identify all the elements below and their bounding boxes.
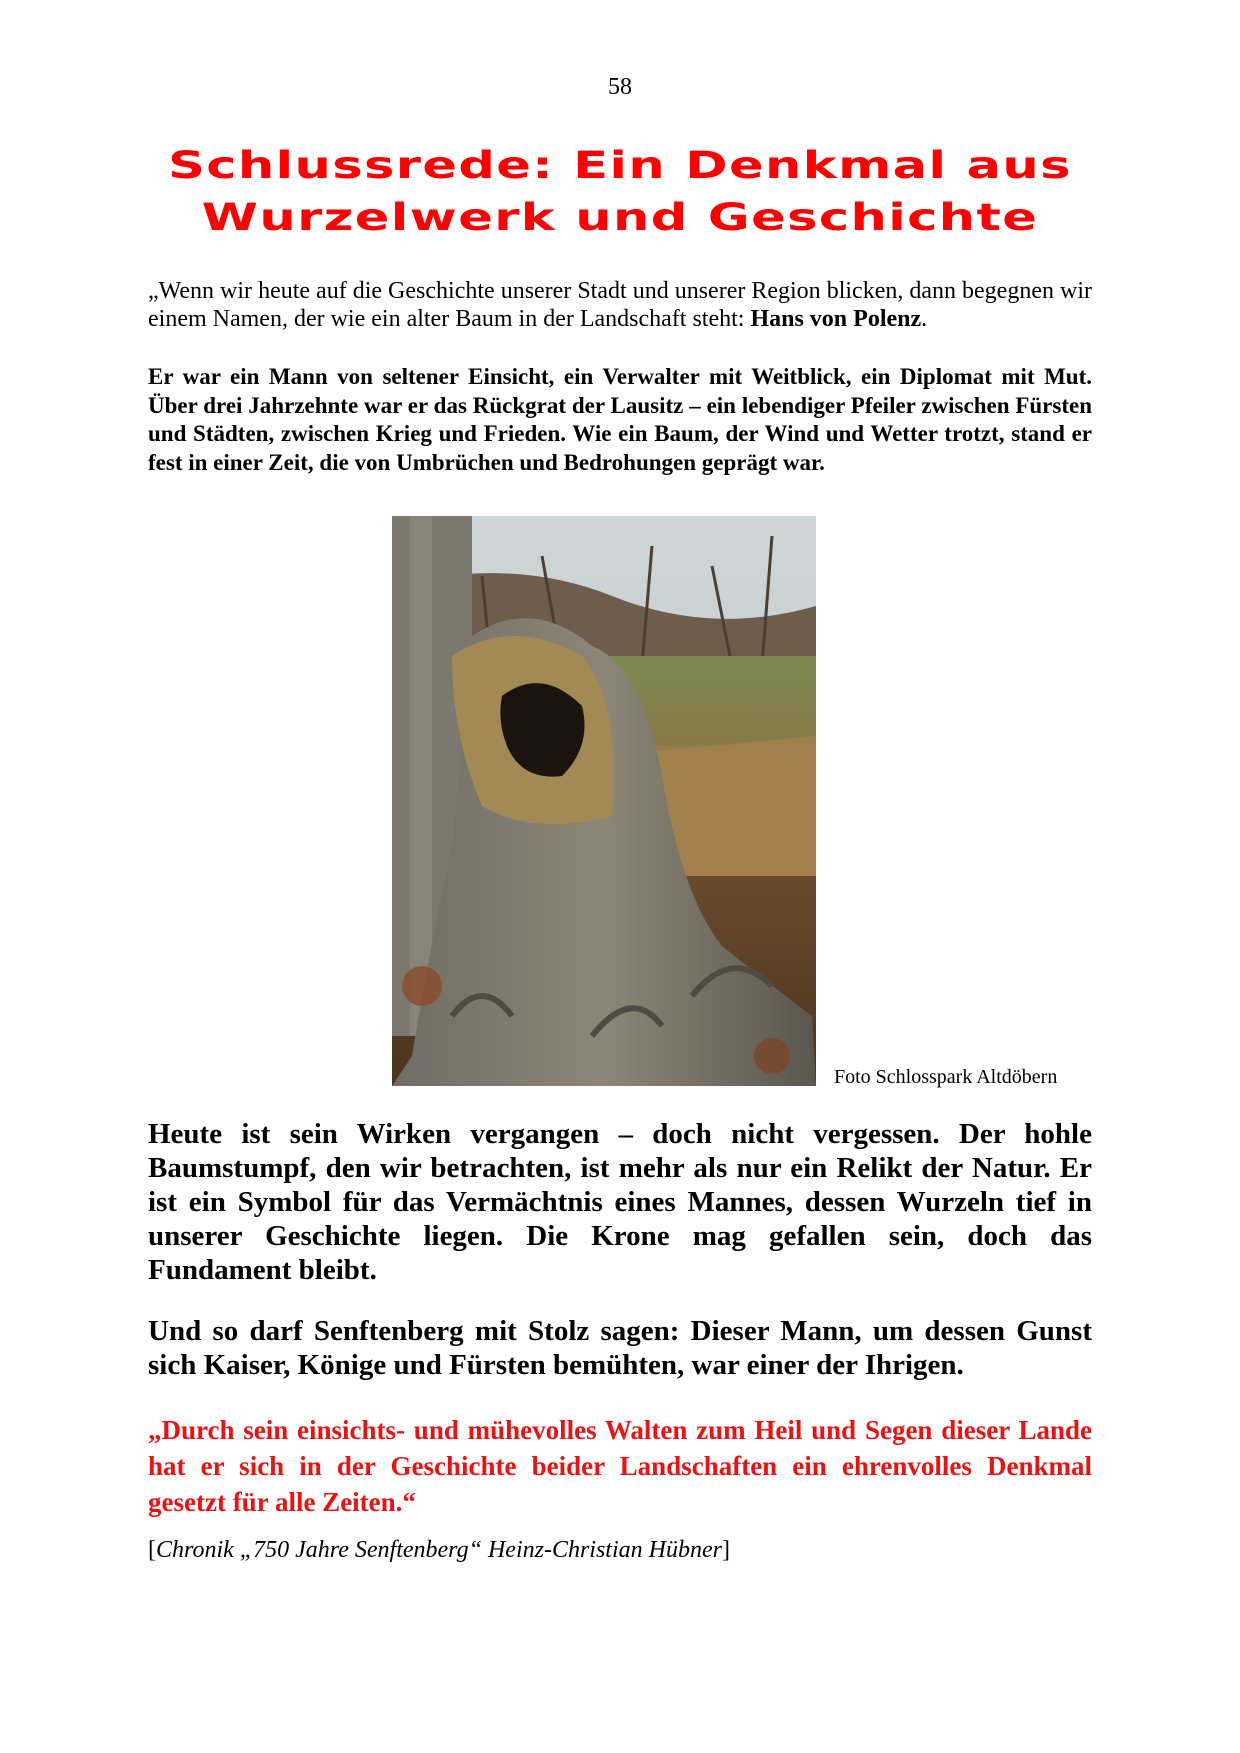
paragraph-4: Und so darf Senftenberg mit Stolz sagen: Dieser Mann, um dessen Gunst sich Kaiser, Könige und Fürsten bemühten, war einer der Ihrigen. (148, 1315, 1092, 1381)
title-line-2: Wurzelwerk und Geschichte (201, 196, 1039, 239)
page-number: 58 (608, 74, 632, 100)
intro-paragraph (148, 277, 1092, 333)
source-open-bracket: [ (148, 1537, 156, 1563)
paragraph-2: Er war ein Mann von seltener Einsicht, ein Verwalter mit Weitblick, ein Diplomat mit Mut. Über drei Jahrzehnte war er das Rückgrat der Lausitz – ein lebendiger Pfeiler zwischen Fürsten und Städten, zwischen Krieg und Frieden. Wie ein Baum, der Wind und Wetter trotzt, stand er fest in einer Zeit, die von Umbrüchen und Bedrohungen geprägt war. (148, 364, 1092, 475)
page-title (0, 140, 1240, 244)
source-citation (148, 1537, 730, 1564)
source-close-bracket: ] (721, 1537, 730, 1563)
title-line-1: Schlussrede: Ein Denkmal aus (168, 144, 1072, 187)
intro-end: . (921, 306, 928, 332)
paragraph-3: Heute ist sein Wirken vergangen – doch nicht vergessen. Der hohle Baumstumpf, den wir betrachten, ist mehr als nur ein Relikt der Natur. Er ist ein Symbol für das Vermächtnis eines Mannes, dessen Wurzeln tief in unserer Geschichte liegen. Die Krone mag gefallen sein, doch das Fundament bleibt. (148, 1118, 1092, 1286)
source-text: Chronik „750 Jahre Senftenberg“ Heinz-Christian Hübner (156, 1537, 722, 1563)
tree-stump-photo (392, 516, 816, 1086)
intro-name: Hans von Polenz (750, 306, 922, 332)
photo-caption: Foto Schlosspark Altdöbern (834, 1066, 1058, 1088)
intro-text: „Wenn wir heute auf die Geschichte unserer Stadt und unserer Region blicken, dann begegnen wir einem Namen, der wie ein alter Baum in der Landschaft steht: (148, 278, 1092, 332)
quote: „Durch sein einsichts- und mühevolles Walten zum Heil und Segen dieser Lande hat er sich in der Geschichte beider Landschaften ein ehrenvolles Denkmal gesetzt für alle Zeiten.“ (148, 1415, 1092, 1517)
